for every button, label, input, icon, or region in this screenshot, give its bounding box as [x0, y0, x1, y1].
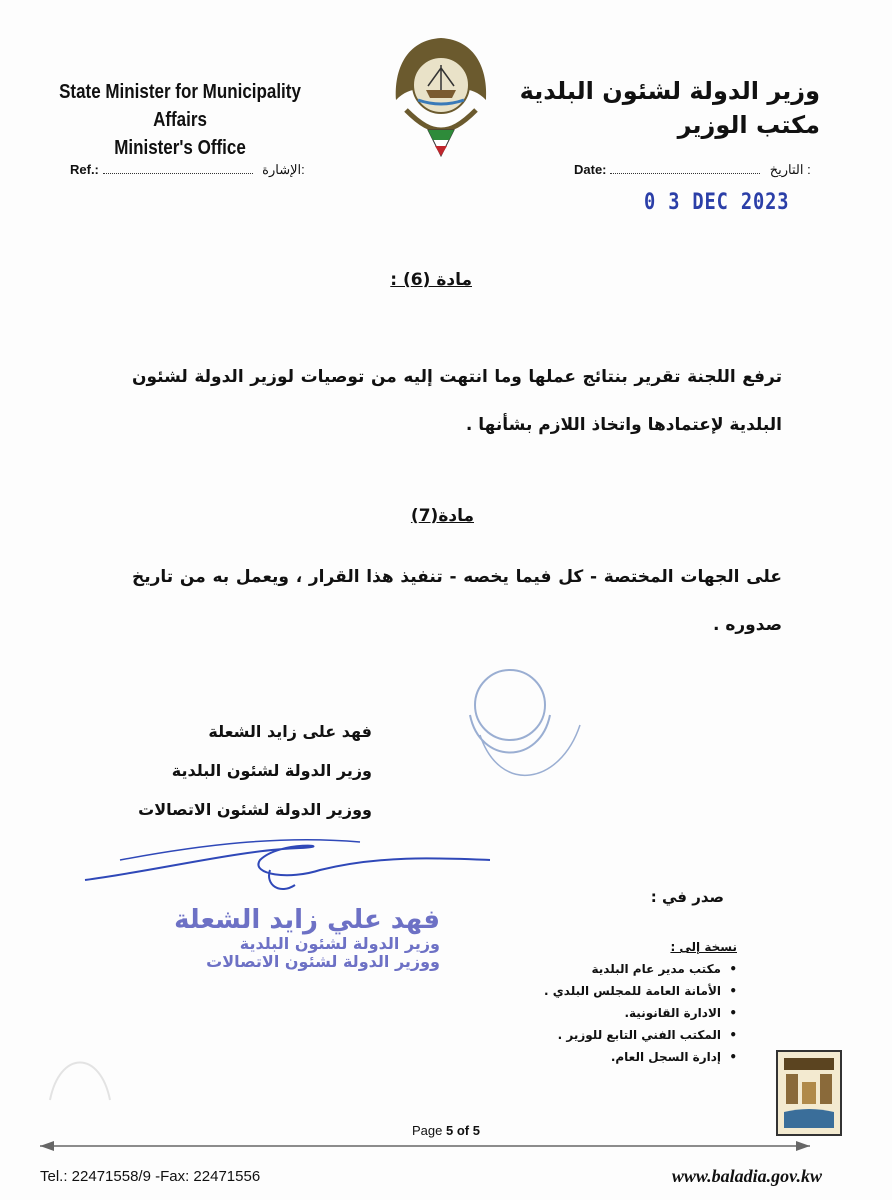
list-item: • إدارة السجل العام.	[437, 1046, 721, 1068]
arabic-letterhead	[500, 74, 820, 142]
list-item: • الادارة القانونية.	[437, 1002, 721, 1024]
list-item: • الأمانة العامة للمجلس البلدي .	[437, 980, 721, 1002]
article-6-title: مادة (6) :	[390, 270, 472, 290]
signatory-name: فهد على زايد الشعلة	[208, 722, 372, 741]
ref-label: Ref.:	[70, 162, 99, 177]
list-item: • مكتب مدير عام البلدية	[437, 958, 721, 980]
english-letterhead	[44, 78, 316, 162]
article-6-text: ترفع اللجنة تقرير بنتائج عملها وما انتهت إليه من توصيات لوزير الدولة لشئون البلدية لإعتمادها واتخاذ اللازم بشأنها .	[132, 367, 782, 435]
signatory-block	[112, 722, 372, 839]
ref-row	[70, 162, 305, 178]
list-item: • المكتب الفني التابع للوزير .	[437, 1024, 721, 1046]
copies-label: نسخة إلى :	[670, 940, 737, 954]
stamp-name: فهد علي زايد الشعلة	[174, 905, 440, 935]
footer-divider	[40, 1140, 810, 1152]
page-total: 5	[472, 1123, 480, 1138]
arabic-header-line2: مكتب الوزير	[677, 111, 820, 139]
date-dots	[610, 163, 760, 174]
kuwait-emblem-icon	[386, 30, 496, 160]
stamp-line-1: وزير الدولة لشئون البلدية	[239, 934, 440, 953]
ministry-seal-icon	[440, 655, 590, 805]
footer-website: www.baladia.gov.kw	[671, 1166, 822, 1186]
english-header-line1: State Minister for Municipality Affairs	[59, 81, 301, 131]
english-header-line2: Minister's Office	[114, 137, 246, 159]
article-7-title: مادة(7)	[410, 506, 474, 526]
arabic-header-line1: وزير الدولة لشئون البلدية	[519, 77, 820, 105]
copies-list	[437, 940, 737, 1068]
signatory-title-1: وزير الدولة لشئون البلدية	[171, 761, 372, 780]
article-7-text: على الجهات المختصة - كل فيما يخصه - تنفيذ هذا القرار ، ويعمل به من تاريخ صدوره .	[132, 567, 782, 635]
page-indicator	[0, 1123, 892, 1138]
handwritten-signature-icon	[80, 830, 500, 900]
ref-dots	[103, 163, 253, 174]
ref-arabic-label: الإشارة:	[262, 162, 305, 177]
blue-name-stamp	[170, 905, 440, 971]
page-current: 5	[446, 1123, 454, 1138]
footer-phone-fax: Tel.: 22471558/9 -Fax: 22471556	[40, 1168, 261, 1185]
watermark-icon	[40, 1030, 120, 1110]
page-of: of	[456, 1123, 470, 1138]
page-prefix: Page	[412, 1123, 443, 1138]
date-row	[574, 162, 811, 178]
stamp-line-2: ووزير الدولة لشئون الاتصالات	[206, 952, 440, 971]
issued-in-label: صدر في :	[650, 888, 724, 906]
date-label: Date:	[574, 162, 607, 177]
signatory-title-2: ووزير الدولة لشئون الاتصالات	[138, 800, 372, 819]
date-stamp: 0 3 DEC 2023	[644, 190, 790, 215]
date-arabic-label: التاريخ :	[769, 162, 811, 177]
